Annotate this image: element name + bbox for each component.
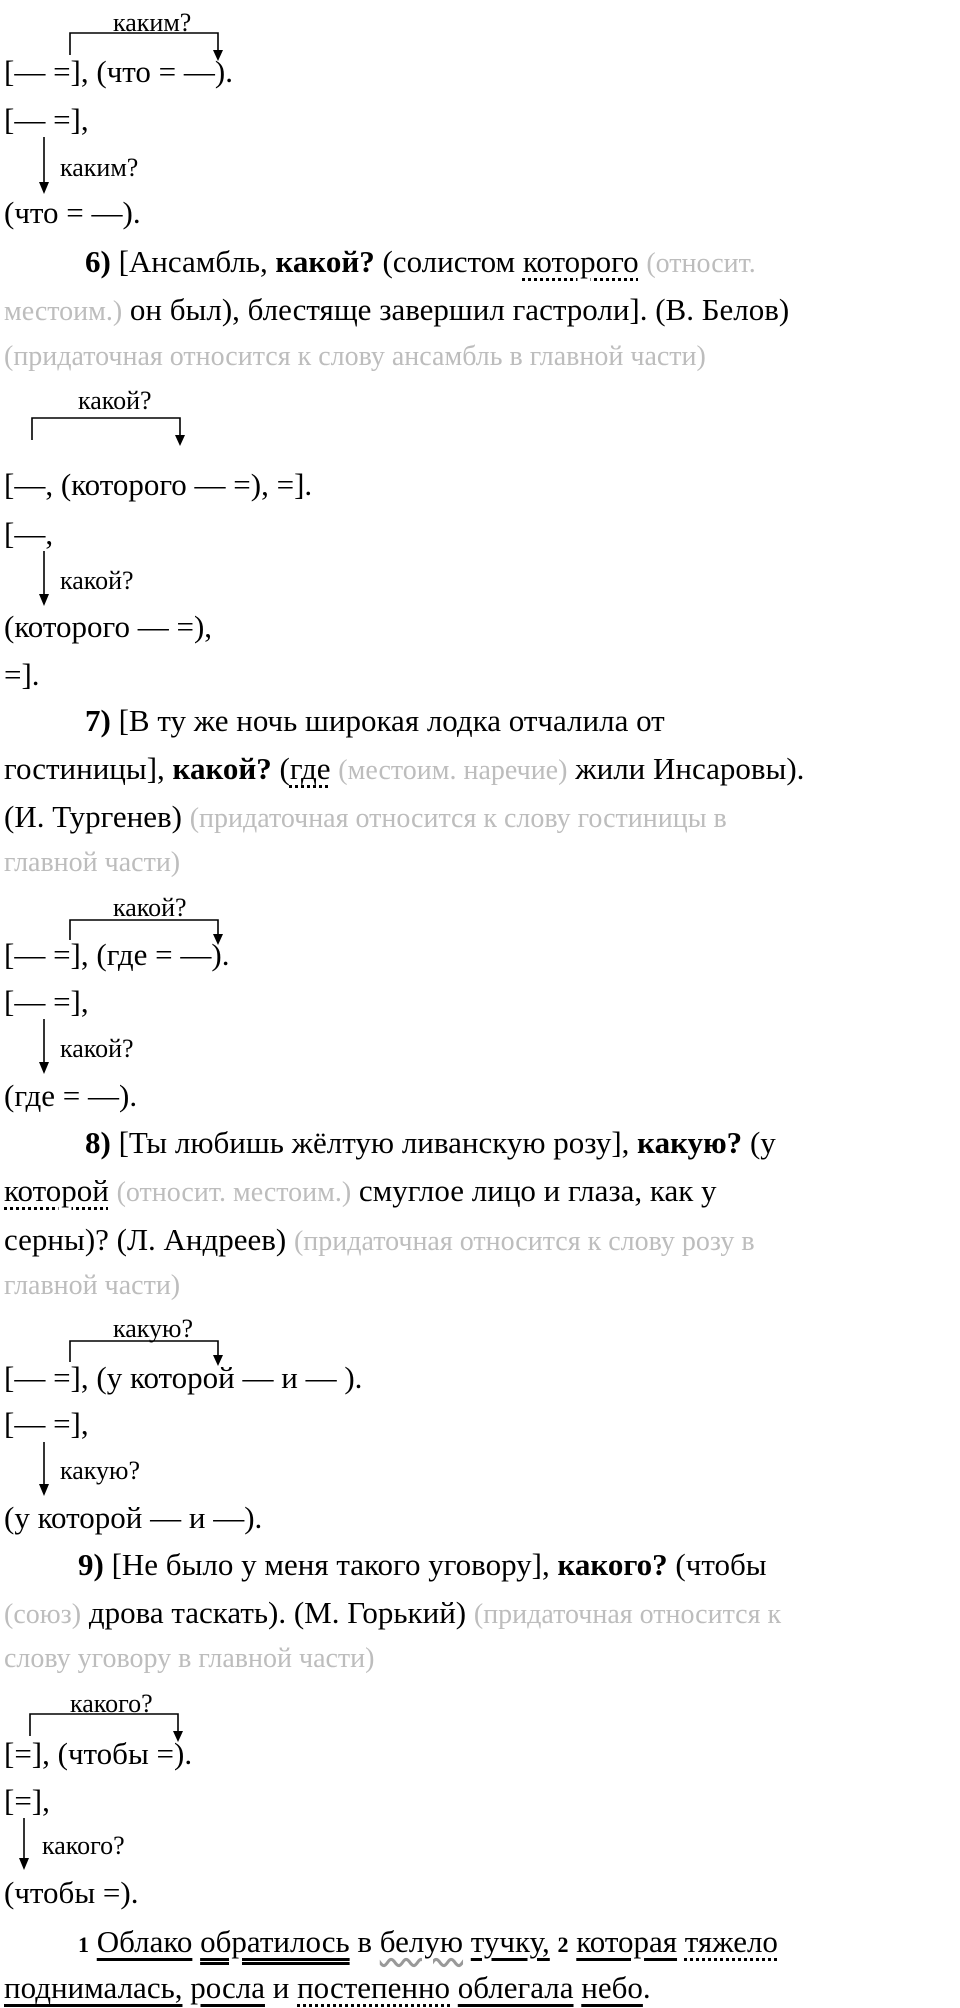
scheme-line: [—, (которого — =), =]. xyxy=(4,467,313,502)
subject-word: которая xyxy=(576,1924,678,1959)
example-number: 7) xyxy=(85,703,111,738)
scheme-question-label: какого? xyxy=(70,1689,153,1718)
scheme-line: [=], xyxy=(4,1783,50,1818)
sentence-line: 1 Облако обратилось в белую тучку, 2 которая тяжело xyxy=(78,1924,778,1959)
sentence-line: 9) [Не было у меня такого уговору], какого? (чтобы xyxy=(78,1547,767,1582)
scheme-question-label: какой? xyxy=(113,893,187,922)
question-word: какого? xyxy=(557,1547,668,1582)
scheme-line: [— =], xyxy=(4,102,89,137)
grammar-note: (местоим. наречие) xyxy=(338,755,568,786)
grammar-note: главной части) xyxy=(4,1270,181,1301)
adverbial-word: тяжело xyxy=(684,1924,778,1959)
object-word: небо xyxy=(581,1970,643,2005)
relative-pronoun: которого xyxy=(522,244,639,279)
relative-pronoun: которой xyxy=(4,1173,109,1208)
question-word: какой? xyxy=(275,244,375,279)
example-number: 6) xyxy=(85,244,111,279)
grammar-note: местоим.) xyxy=(4,296,123,327)
clause-number: 1 xyxy=(78,1932,89,1957)
scheme-question-label: какой? xyxy=(78,386,152,415)
scheme-question-label: какой? xyxy=(60,566,134,595)
grammar-note: (придаточная относится к слову ансамбль в главной части) xyxy=(4,341,706,372)
clause-number: 2 xyxy=(557,1932,569,1957)
sentence-line: серны)? (Л. Андреев) (придаточная относится к слову розу в xyxy=(4,1222,755,1257)
adverbial-word: постепенно xyxy=(297,1970,451,2005)
sentence-line: поднималась, росла и постепенно облегала небо. xyxy=(4,1970,651,2005)
sentence-line: 7) [В ту же ночь широкая лодка отчалила от xyxy=(85,703,665,738)
predicate-word: облегала xyxy=(457,1970,574,2005)
relative-adverb: где xyxy=(289,751,331,786)
grammar-note: слову уговору в главной части) xyxy=(4,1643,375,1674)
grammar-note: (придаточная относится к слову гостиницы в xyxy=(189,803,727,834)
scheme-line: [— =], (где = —). xyxy=(4,937,230,972)
predicate-word: поднималась, xyxy=(4,1970,183,2005)
sentence-line: которой (относит. местоим.) смуглое лицо и глаза, как у xyxy=(4,1173,717,1208)
scheme-question-label: какую? xyxy=(113,1314,194,1343)
grammar-note: (союз) xyxy=(4,1599,82,1630)
scheme-line: =]. xyxy=(4,657,40,692)
question-word: какую? xyxy=(637,1125,743,1160)
example-number: 9) xyxy=(78,1547,104,1582)
sentence-line: 8) [Ты любишь жёлтую ливанскую розу], какую? (у xyxy=(85,1125,776,1160)
sentence-line: (союз) дрова таскать). (М. Горький) (придаточная относится к xyxy=(4,1595,782,1630)
sentence-line: местоим.) он был), блестяще завершил гастроли]. (В. Белов) xyxy=(4,292,790,327)
scheme-line: (где = —). xyxy=(4,1078,138,1113)
scheme-question-label: каким? xyxy=(60,153,139,182)
grammar-note: (относит. местоим.) xyxy=(116,1177,352,1208)
scheme-line: [=], (чтобы =). xyxy=(4,1736,193,1771)
modifier-word: белую xyxy=(379,1924,464,1959)
scheme-line: (что = —). xyxy=(4,195,141,230)
grammar-note: (придаточная относится к xyxy=(473,1599,782,1630)
sentence-line: 6) [Ансамбль, какой? (солистом которого (относит. xyxy=(85,244,756,279)
scheme-line: [—, xyxy=(4,516,54,551)
example-number: 8) xyxy=(85,1125,111,1160)
scheme-line: [— =], xyxy=(4,1406,89,1441)
predicate-word: росла xyxy=(190,1970,265,2005)
scheme-question-label: какую? xyxy=(60,1456,141,1485)
grammar-note: (придаточная относится к слову розу в xyxy=(293,1226,755,1257)
scheme-line: (у которой — и —). xyxy=(4,1500,263,1535)
scheme-line: [— =], (что = —). xyxy=(4,54,233,89)
question-word: какой? xyxy=(172,751,272,786)
scheme-question-label: какой? xyxy=(60,1034,134,1063)
scheme-question-label: какого? xyxy=(42,1831,125,1860)
scheme-question-label: каким? xyxy=(113,8,192,37)
subject-word: Облако xyxy=(96,1924,193,1959)
scheme-line: [— =], (у которой — и — ). xyxy=(4,1360,363,1395)
object-word: тучку, xyxy=(470,1924,550,1959)
sentence-line: гостиницы], какой? (где (местоим. наречие) жили Инсаровы). xyxy=(4,751,805,786)
source-author: (И. Тургенев) xyxy=(4,799,182,834)
grammar-note: (относит. xyxy=(646,248,756,279)
predicate-word: обратилось xyxy=(200,1924,350,1959)
grammar-note: главной части) xyxy=(4,847,181,878)
scheme-line: [— =], xyxy=(4,984,89,1019)
scheme-line: (чтобы =). xyxy=(4,1875,139,1910)
scheme-line: (которого — =), xyxy=(4,609,213,644)
